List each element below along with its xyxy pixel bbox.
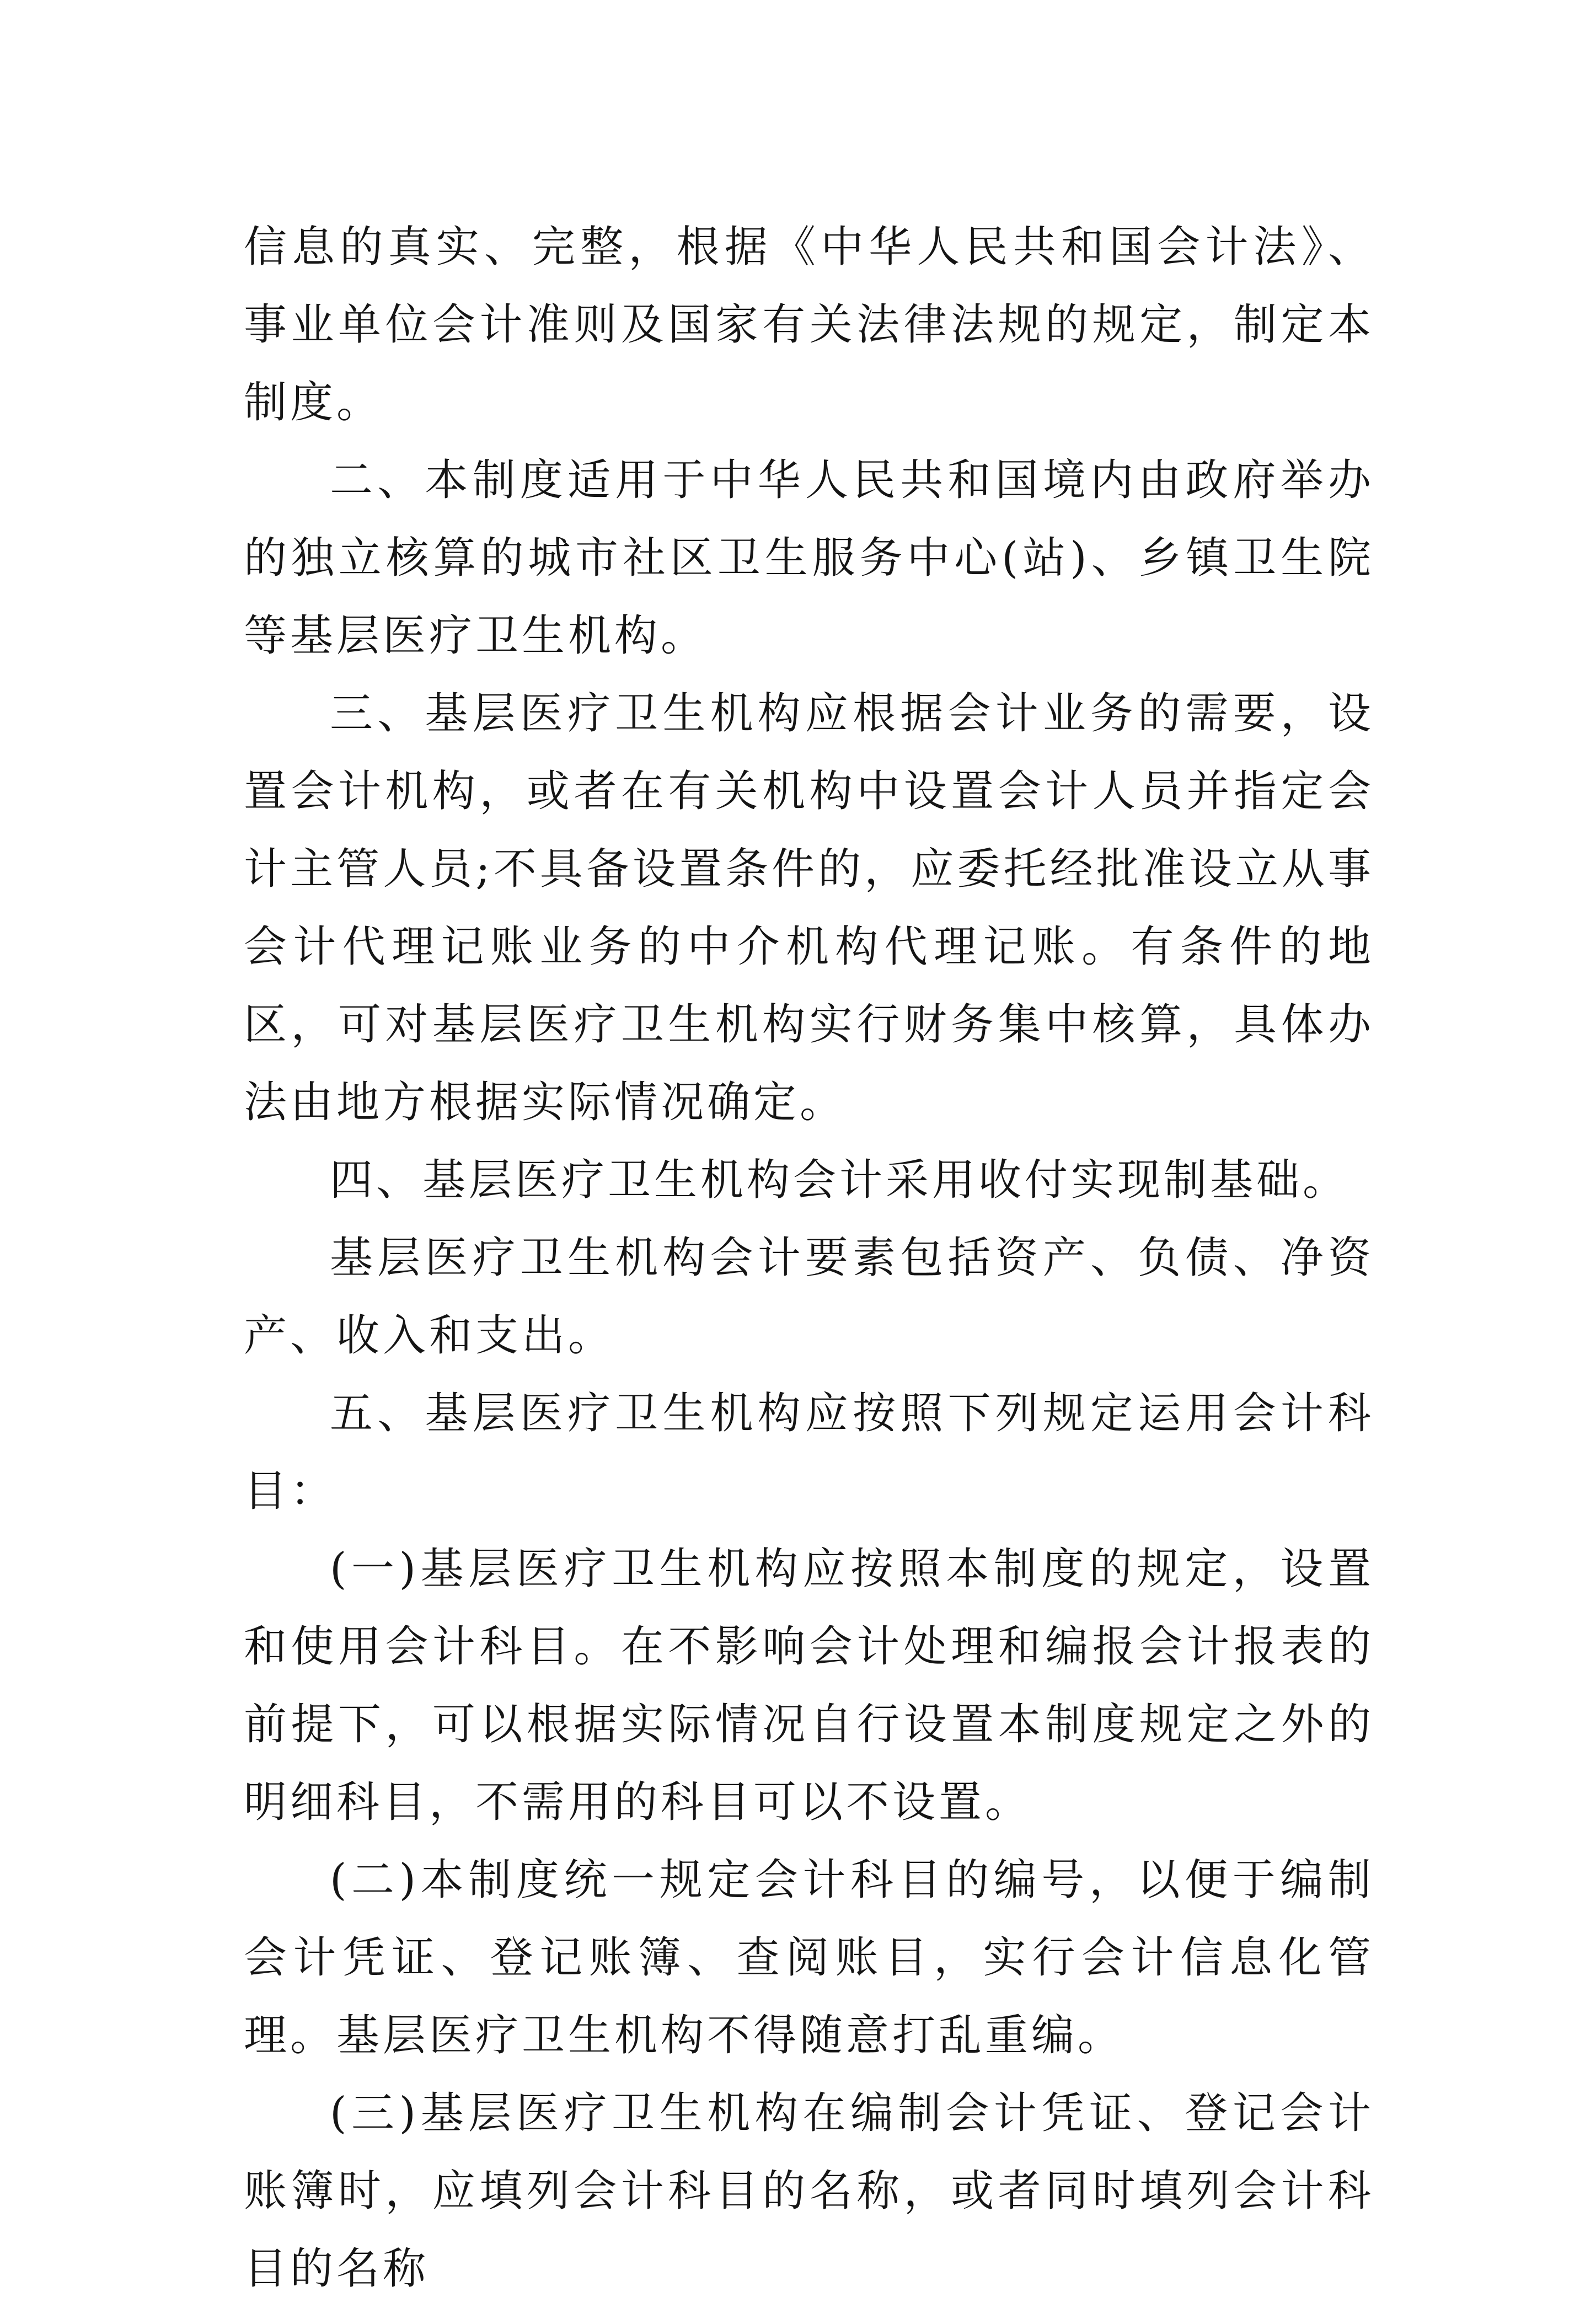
paragraph-item-2: (二)本制度统一规定会计科目的编号，以便于编制会计凭证、登记账簿、查阅账目，实行会计信息化管理。基层医疗卫生机构不得随意打乱重编。 <box>244 1855 1374 2060</box>
document-body <box>244 208 1374 2308</box>
paragraph-item-1: (一)基层医疗卫生机构应按照本制度的规定，设置和使用会计科目。在不影响会计处理和编报会计报表的前提下，可以根据实际情况自行设置本制度规定之外的明细科目，不需用的科目可以不设置。 <box>244 1544 1374 1827</box>
paragraph-article-4: 四、基层医疗卫生机构会计采用收付实现制基础。 <box>330 1155 1349 1205</box>
paragraph-article-3: 三、基层医疗卫生机构应根据会计业务的需要，设置会计机构，或者在有关机构中设置会计人员并指定会计主管人员;不具备设置条件的，应委托经批准设立从事会计代理记账业务的中介机构代理记账。有条件的地区，可对基层医疗卫生机构实行财务集中核算，具体办法由地方根据实际情况确定。 <box>244 689 1374 1127</box>
paragraph-accounting-elements: 基层医疗卫生机构会计要素包括资产、负债、净资产、收入和支出。 <box>244 1233 1374 1361</box>
paragraph-article-5: 五、基层医疗卫生机构应按照下列规定运用会计科目： <box>244 1389 1374 1516</box>
paragraph-article-2: 二、本制度适用于中华人民共和国境内由政府举办的独立核算的城市社区卫生服务中心(站)、乡镇卫生院等基层医疗卫生机构。 <box>244 456 1374 661</box>
paragraph-item-3: (三)基层医疗卫生机构在编制会计凭证、登记会计账簿时，应填列会计科目的名称，或者同时填列会计科目的名称 <box>244 2089 1374 2294</box>
paragraph-continuation: 信息的真实、完整，根据《中华人民共和国会计法》、事业单位会计准则及国家有关法律法规的规定，制定本制度。 <box>244 222 1374 427</box>
